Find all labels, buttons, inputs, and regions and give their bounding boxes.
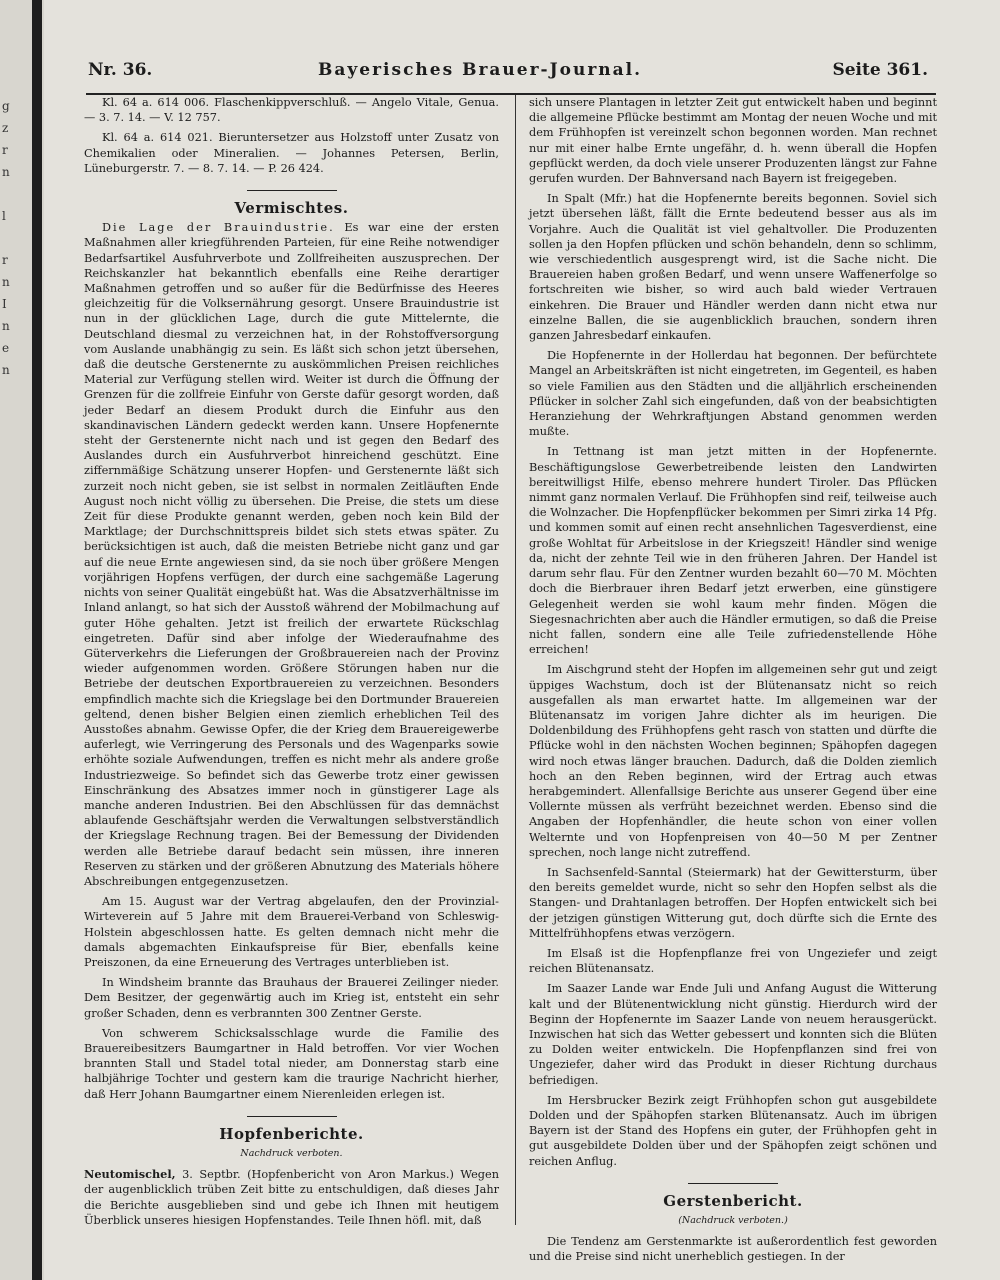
section-rule: [247, 1116, 337, 1117]
reprint-note: (Nachdruck verboten.): [678, 1215, 788, 1227]
article-hersbruck: Im Hersbrucker Bezirk zeigt Frühhopfen schon gut ausgebildete Dolden und der Spähopfen starken Blütenansatz. Auch im übrigen Bayern ist der Stand des Hopfens ein guter, der Frühhopfen geht in gut ausgebildete Dolden über und der Spähopfen zeigt schönen und reichen Anflug.: [529, 1093, 937, 1168]
article-neutomischel: [84, 1167, 499, 1228]
gerstenbericht-heading: Gerstenbericht.: [663, 1191, 803, 1210]
article-gersten: Die Tendenz am Gerstenmarkte ist außerordentlich fest geworden und die Preise sind nicht unerheblich gestiegen. In der: [529, 1235, 937, 1264]
article-aischgrund: Im Aischgrund steht der Hopfen im allgemeinen sehr gut und zeigt üppiges Wachstum, doch ist der Blütenansatz nicht so reich ausgefallen als man erwartet hatte. Im allgemeinen war der Blütenansatz im vorigen Jahre dichter als im heurigen. Die Doldenbildung des Frühhopfens geht rasch von statten und dürfte die Pflücke wohl in den nächsten Wochen beginnen; Spähopfen dagegen wird noch etwas länger brauchen. Dadurch, daß die Dolden ziemlich hoch an den Reben beginnen, wird der Ertrag auch etwas herabgemindert. Allenfallsige Berichte aus unserer Gegend über eine Vollernte müssen als verfrüht bezeichnet werden. Ebenso sind die Angaben der Hopfenhändler, die heute schon von einer vollen Welternte und von Hopfenpreisen von 40—50 M per Zentner sprechen, noch lange nicht zutreffend.: [529, 663, 937, 859]
journal-title: Bayerisches Brauer-Journal.: [318, 60, 643, 80]
article-lead: Neutomischel,: [84, 1167, 176, 1182]
article-baumgartner: Von schwerem Schicksalsschlage wurde die Familie des Brauereibesitzers Baumgartner in Hald betroffen. Vor vier Wochen brannten Stall und Stadel total nieder, am Donnerstag starb eine halbjährige Tochter und gestern kam die traurige Nachricht hierher, daß Herr Johann Baumgartner einem Nierenleiden erlegen ist.: [84, 1026, 499, 1101]
patent-entry-1: Kl. 64 a. 614 006. Flaschenkippverschluß. — Angelo Vitale, Genua. — 3. 7. 14. — V. 12 757.: [84, 96, 499, 125]
page-number: Seite 361.: [832, 60, 928, 80]
hopfenberichte-heading: Hopfenberichte.: [219, 1124, 364, 1143]
page-header: [88, 60, 928, 88]
article-wirteverein: Am 15. August war der Vertrag abgelaufen, den der Provinzial-Wirteverein auf 5 Jahre mit dem Brauerei-Verband von Schleswig-Holstein abgeschlossen hatte. Es gelten demnach nicht mehr die damals abgemachten Einkaufspreise für Bier, ebenfalls keine Preiszonen, da eine Erneuerung des Vertrages unterblieben ist.: [84, 895, 499, 969]
issue-number: Nr. 36.: [88, 60, 153, 80]
book-gutter: [32, 0, 42, 1280]
article-body: Es war eine der ersten Maßnahmen aller kriegführenden Parteien, für eine Reihe notwendiger Bedarfsartikel Ausfuhrverbote und Zollfreiheiten auszusprechen. Der Reichskanzler hat bekanntlich ebenfalls eine Reihe derartiger Maßnahmen getroffen und so außer für die Bedürfnisse des Heeres gleichzeitig für die Volksernährung gesorgt. Unsere Brauindustrie ist nun in der glücklichen Lage, durch die gute Mittelernte, die Deutschland diesmal zu verzeichnen hat, in der Rohstoffversorgung vom Auslande unabhängig zu sein. Es läßt sich schon jetzt übersehen, daß die deutsche Gerstenernte zu auskömmlichen Preisen reichliches Material zur Verfügung stellen wird. Weiter ist durch die Öffnung der Grenzen für die zollfreie Einfuhr von Gerste dafür gesorgt worden, daß jeder Bedarf an diesem Produkt durch die Einfuhr aus den skandinavischen Ländern gedeckt werden kann. Unsere Hopfenernte steht der Gerstenernte nicht nach und ist gegen den Bedarf des Auslandes durch ein Ausfuhrverbot hinreichend geschützt. Eine ziffernmäßige Schätzung unserer Hopfen- und Gerstenernte läßt sich zurzeit noch nicht geben, sie ist selbst in normalen Zeitläuften Ende August noch nicht völlig zu übersehen. Die Preise, die stets um diese Zeit für diese Produkte genannt werden, geben noch kein Bild der Marktlage; der Durchschnittspreis bildet sich stets etwas später. Zu berücksichtigen ist auch, daß die meisten Betriebe nicht ganz und gar auf die neue Ernte angewiesen sind, da sie noch über größere Mengen vorjährigen Hopfens verfügen, der durch eine sachgemäße Lagerung nichts von seiner Qualität eingebüßt hat. Was die Absatzverhältnisse im Inland anlangt, so hat sich der Ausstoß während der Mobilmachung auf guter Höhe gehalten. Jetzt ist freilich der erwartete Rückschlag eingetreten. Dafür sind aber infolge der Wiederaufnahme des Güterverkehrs die Lieferungen der Großbrauereien nach der Provinz wieder aufgenommen worden. Größere Störungen haben nur die Betriebe der deutschen Exportbrauereien zu verzeichnen. Besonders empfindlich machte sich die Kriegslage bei den Dortmunder Brauereien geltend, denen bisher Belgien einen ziemlich erheblichen Teil des Ausstoßes abnahm. Gewisse Opfer, die der Krieg dem Brauereigewerbe auferlegt, wie Verringerung des Personals und des Wagenparks sowie erhöhte soziale Aufwendungen, treffen es nicht mehr als andere große Industriezweige. So befindet sich das Gewerbe trotz einer gewissen Einschränkung des Absatzes immer noch in günstigerer Lage als manche anderen Industrien. Bei den Abschlüssen für das demnächst ablaufende Geschäftsjahr werden die Verwaltungen selbstverständlich der Kriegslage Rechnung tragen. Bei der Bemessung der Dividenden werden alle Betriebe darauf bedacht sein müssen, ihre inneren Reserven zu stärken und der größeren Abnutzung des Materials höhere Abschreibungen entgegenzusetzen.: [84, 221, 499, 888]
article-body: 3. Septbr. (Hopfenbericht von Aron Markus.) Wegen der augenblicklich trüben Zeit bitte zu entschuldigen, daß dieses Jahr die Berichte ausgeblieben sind und gebe ich Ihnen mit heutigem Überblick unseres hiesigen Hopfenstandes. Teile Ihnen höfl. mit, daß: [84, 1168, 499, 1227]
article-sachsenfeld: In Sachsenfeld-Sanntal (Steiermark) hat der Gewittersturm, über den bereits gemeldet wurde, nicht so sehr den Hopfen selbst als die Stangen- und Drahtanlagen betroffen. Der Hopfen entwickelt sich bei der jetzigen günstigen Witterung gut, doch dürfte sich die Ernte des Mittelfrühhopfens etwas verzögern.: [529, 865, 937, 940]
article-continuation: sich unsere Plantagen in letzter Zeit gut entwickelt haben und beginnt die allgemeine Pflücke bestimmt am Montag der neuen Woche und mit dem Frühhopfen ist vereinzelt schon begonnen worden. Man rechnet nur mit einer halbe Ernte ungefähr, d. h. wenn überall die Hopfen gepflückt werden, da doch viele unserer Produzenten längst zur Fahne gerufen wurden. Der Bahnversand nach Bayern ist freigegeben.: [529, 96, 937, 186]
reprint-note: Nachdruck verboten.: [240, 1148, 343, 1159]
newspaper-page: [44, 0, 1000, 1280]
patent-entry-2: Kl. 64 a. 614 021. Bieruntersetzer aus Holzstoff unter Zusatz von Chemikalien oder Mineralien. — Johannes Petersen, Berlin, Lüneburgerstr. 7. — 8. 7. 14. — P. 26 424.: [84, 131, 499, 175]
vermischtes-heading: Vermischtes.: [234, 199, 349, 218]
article-saaz: Im Saazer Lande war Ende Juli und Anfang August die Witterung kalt und der Blütenentwicklung nicht günstig. Hierdurch wird der Beginn der Hopfenernte im Saazer Lande von neuem herausgerückt. Inzwischen hat sich das Wetter gebessert und konnten sich die Blüten zu Dolden weiter entwickeln. Die Hopfenpflanzen sind frei von Ungeziefer, daher wird das Produkt in dieser Richtung durchaus befriedigen.: [529, 982, 937, 1087]
article-spalt: In Spalt (Mfr.) hat die Hopfenernte bereits begonnen. Soviel sich jetzt übersehen läßt, fällt die Ernte bedeutend besser aus als im Vorjahre. Auch die Qualität ist viel gehaltvoller. Die Produzenten sollen ja den Hopfen pflücken und schön behandeln, denn so schlimm, wie verschiedentlich ausgesprengt wird, ist die Sache nicht. Die Brauereien haben großen Bedarf, und wenn unsere Waffenerfolge so fortschreiten wie bisher, so wird auch bald wieder Vertrauen einkehren. Die Brauer und Händler werden dann nicht etwa nur einzelne Ballen, die sie augenblicklich brauchen, sondern ihren ganzen Jahresbedarf einkaufen.: [529, 192, 937, 343]
right-column: [529, 95, 937, 1270]
previous-page-letters: g z r n l r n I n e n: [2, 99, 10, 377]
article-lead: Die Lage der Brauindustrie.: [102, 221, 335, 235]
section-rule: [247, 190, 337, 191]
article-windsheim: In Windsheim brannte das Brauhaus der Brauerei Zeilinger nieder. Dem Besitzer, der gegenwärtig auch im Krieg ist, entsteht ein sehr großer Schaden, denn es verbrannten 300 Zentner Gerste.: [84, 976, 499, 1020]
column-rule: [515, 95, 516, 1225]
left-column: [84, 95, 499, 1233]
article-tettnang: In Tettnang ist man jetzt mitten in der Hopfenernte. Beschäftigungslose Gewerbetreibende leisten den Landwirten bereitwilligst Hilfe, ebenso mehrere hundert Tiroler. Das Pflücken nimmt ganz normalen Verlauf. Die Frühhopfen sind reif, teilweise auch die Wolnzacher. Die Hopfenpflücker bekommen per Simri zirka 14 Pfg. und kommen somit auf einen recht ansehnlichen Tagesverdienst, eine große Wohltat für Arbeitslose in der Kriegszeit! Händler sind wenige da, nicht der zehnte Teil wie in den früheren Jahren. Der Handel ist darum sehr flau. Für den Zentner wurden bezahlt 60—70 M. Möchten doch die Bierbrauer ihren Bedarf jetzt erwerben, eine günstigere Gelegenheit werden sie wohl kaum mehr finden. Mögen die Siegesnachrichten aber auch die Händler ermutigen, so daß die Preise nicht fallen, sondern eine alle Teile zufriedenstellende Höhe erreichen!: [529, 445, 937, 657]
section-rule: [688, 1183, 778, 1184]
article-elsass: Im Elsaß ist die Hopfenpflanze frei von Ungeziefer und zeigt reichen Blütenansatz.: [529, 946, 937, 976]
article-brauindustrie: [84, 220, 499, 889]
article-hollerdau: Die Hopfenernte in der Hollerdau hat begonnen. Der befürchtete Mangel an Arbeitskräften ist nicht eingetreten, im Gegenteil, es haben so viele Familien aus den Städten und die alljährlich erscheinenden Pflücker in solcher Zahl sich eingefunden, daß von der beabsichtigten Heranziehung der Wehrkraftjungen Abstand genommen werden mußte.: [529, 349, 937, 439]
